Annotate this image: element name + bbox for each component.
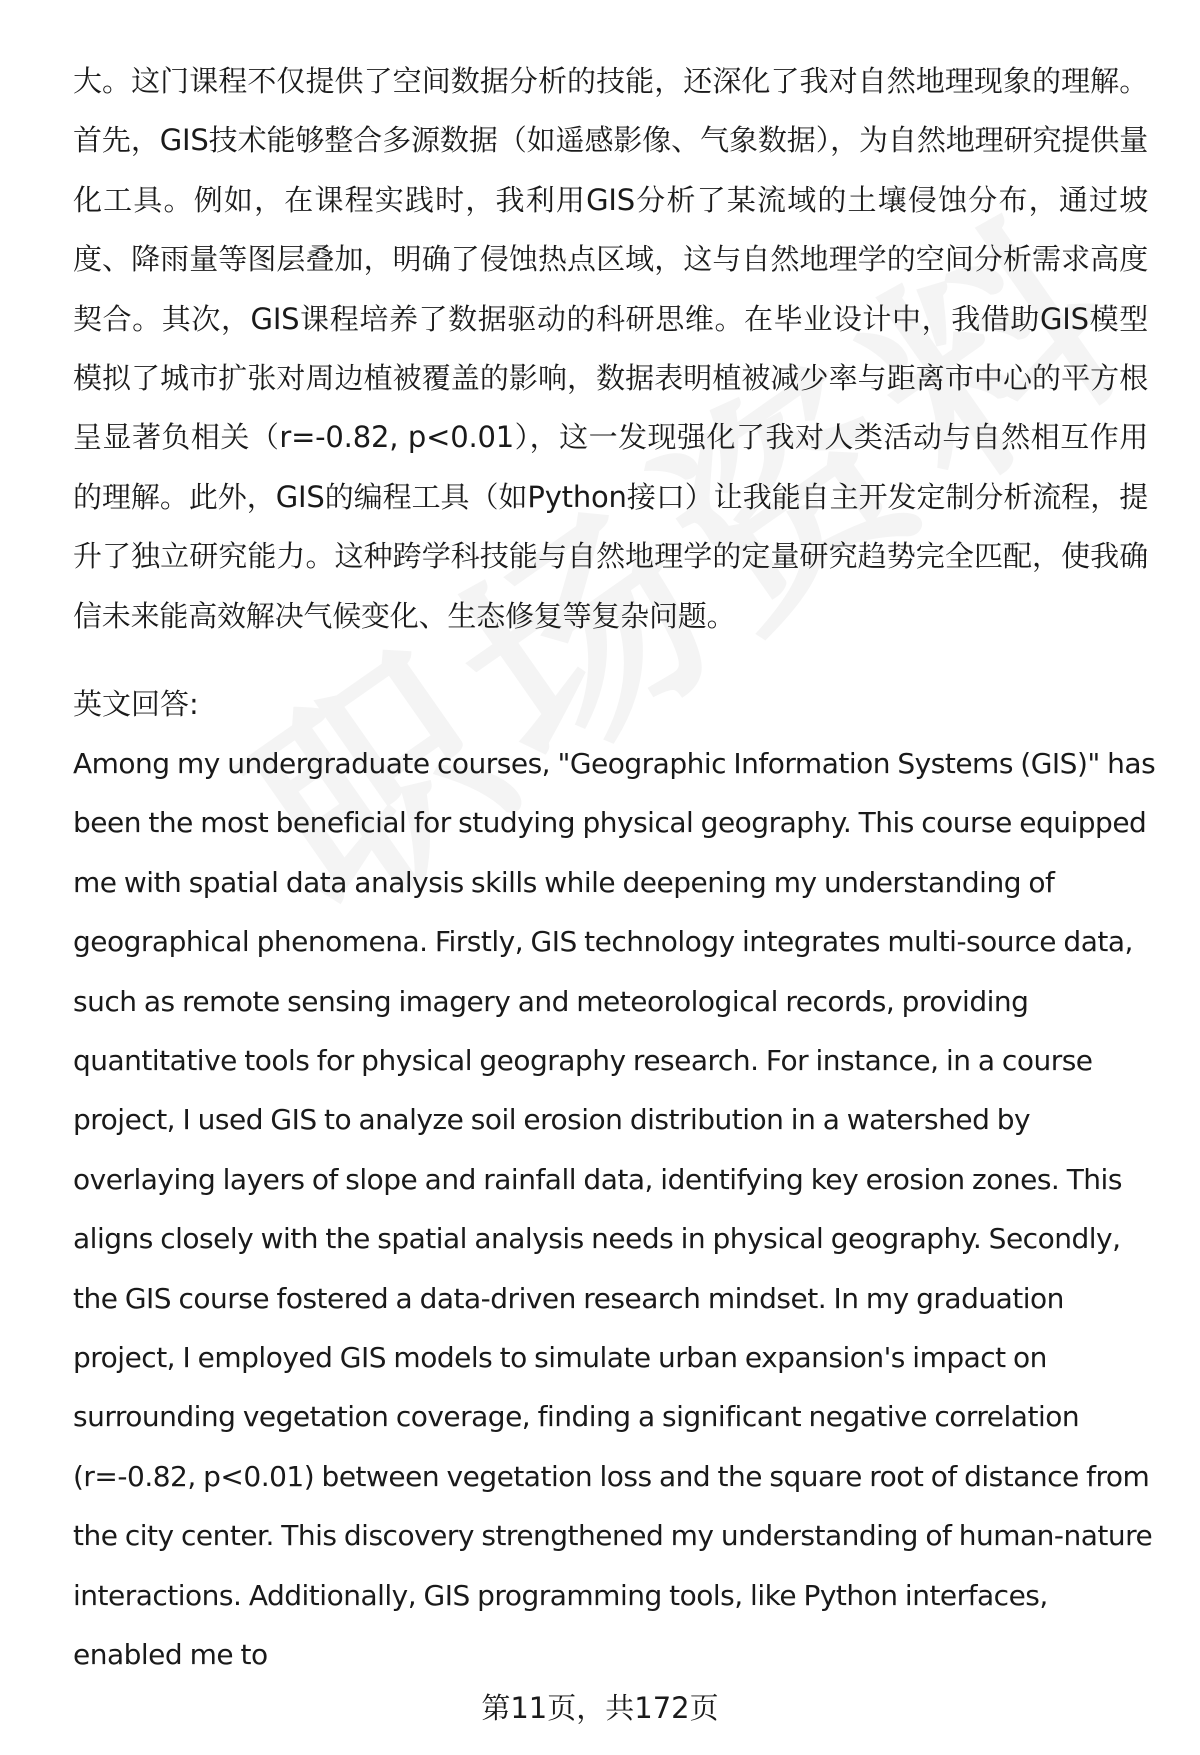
english-answer-label: 英文回答: [73,687,199,721]
chinese-answer-paragraph: 大。这门课程不仅提供了空间数据分析的技能，还深化了我对自然地理现象的理解。首先，GIS技术能够整合多源数据（如遥感影像、气象数据），为自然地理研究提供量化工具。例如，在课程实践时，我利用GIS分析了某流域的土壤侵蚀分布，通过坡度、降雨量等图层叠加，明确了侵蚀热点区域，这与自然地理学的空间分析需求高度契合。其次，GIS课程培养了数据驱动的科研思维。在毕业设计中，我借助GIS模型模拟了城市扩张对周边植被覆盖的影响，数据表明植被减少率与距离市中心的平方根呈显著负相关（r=-0.82, p<0.01），这一发现强化了我对人类活动与自然相互作用的理解。此外，GIS的编程工具（如Python接口）让我能自主开发定制分析流程，提升了独立研究能力。这种跨学科技能与自然地理学的定量研究趋势完全匹配，使我确信未来能高效解决气候变化、生态修复等复杂问题。 [73,64,1148,633]
english-answer-paragraph: Among my undergraduate courses, "Geographic Information Systems (GIS)" has been the most beneficial for studying physical geography. This course equipped me with spatial data analysis skills while deepening my understanding of geographical phenomena. Firstly, GIS technology integrates multi-source data, such as remote sensing imagery and meteorological records, providing quantitative tools for physical geography research. For instance, in a course project, I used GIS to analyze soil erosion distribution in a watershed by overlaying layers of slope and rainfall data, identifying key erosion zones. This aligns closely with the spatial analysis needs in physical geography. Secondly, the GIS course fostered a data-driven research mindset. In my graduation project, I employed GIS models to simulate urban expansion's impact on surrounding vegetation coverage, finding a significant negative correlation (r=-0.82, p<0.01) between vegetation loss and the square root of distance from the city center. This discovery strengthened my understanding of human-nature interactions. Additionally, GIS programming tools, like Python interfaces, enabled me to [73,747,1156,1672]
page-number-footer: 第11页，共172页 [481,1691,719,1725]
